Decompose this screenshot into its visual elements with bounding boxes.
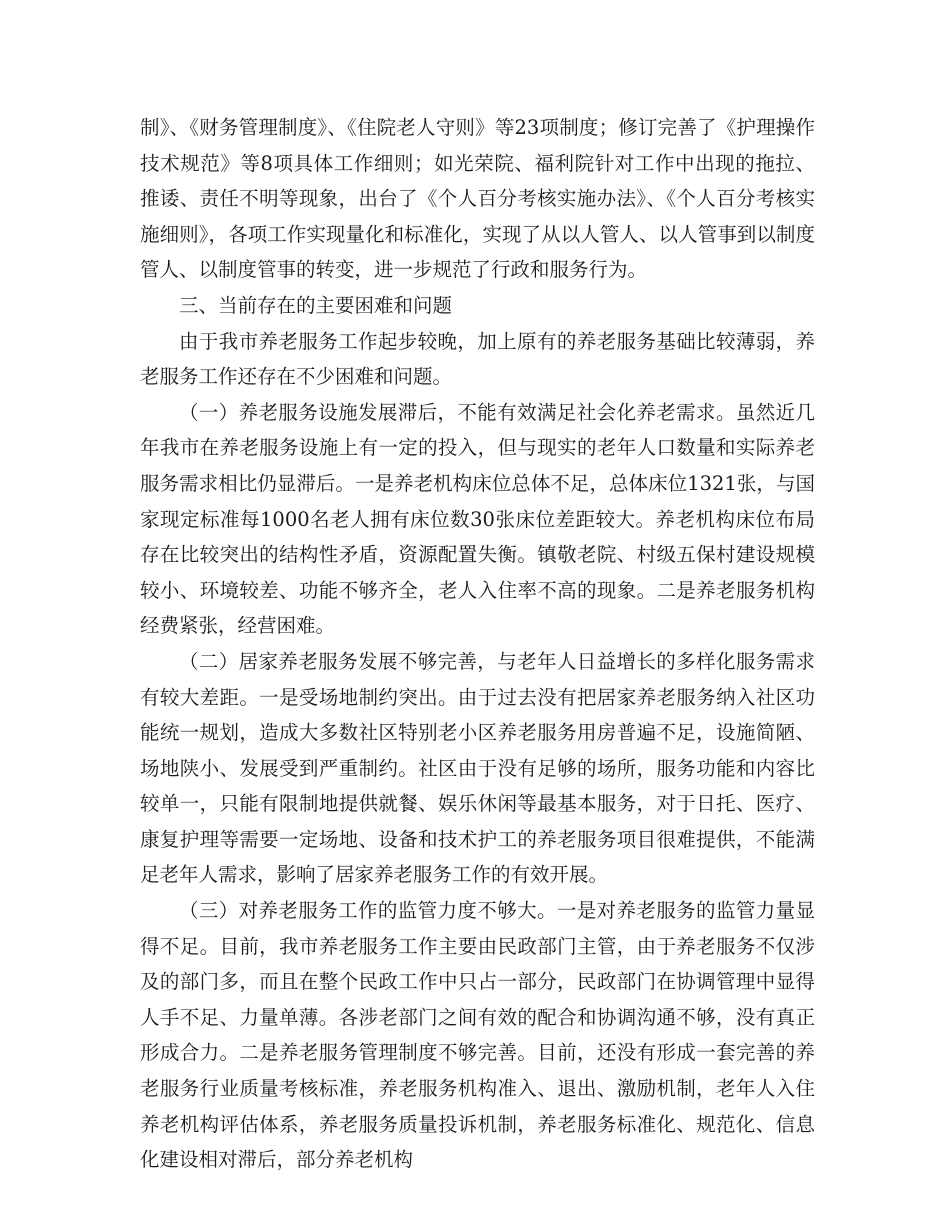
paragraph-item-2: （二）居家养老服务发展不够完善，与老年人日益增长的多样化服务需求有较大差距。一是受场地制约突出。由于过去没有把居家养老服务纳入社区功能统一规划，造成大多数社区特别老小区养老服务用房普遍不足，设施简陋、场地陕小、发展受到严重制约。社区由于没有足够的场所，服务功能和内容比较单一，只能有限制地提供就餐、娱乐休闲等最基本服务，对于日托、医疗、康复护理等需要一定场地、设备和技术护工的养老服务项目很难提供，不能满足老年人需求，影响了居家养老服务工作的有效开展。: [140, 649, 815, 887]
section-heading: 三、当前存在的主要困难和问题: [179, 293, 453, 317]
paragraph-continuation: 制》、《财务管理制度》、《住院老人守则》等23项制度；修订完善了《护理操作技术规范》等8项具体工作细则；如光荣院、福利院针对工作中出现的拖拉、推诿、责任不明等现象，出台了《个人百分考核实施办法》、《个人百分考核实施细则》，各项工作实现量化和标准化，实现了从以人管人、以人管事到以制度管人、以制度管事的转变，进一步规范了行政和服务行为。: [140, 116, 815, 282]
document-body: [140, 110, 815, 1178]
paragraph-item-1: （一）养老服务设施发展滞后，不能有效满足社会化养老需求。虽然近几年我市在养老服务设施上有一定的投入，但与现实的老年人口数量和实际养老服务需求相比仍显滞后。一是养老机构床位总体不足，总体床位1321张，与国家现定标准每1000名老人拥有床位数30张床位差距较大。养老机构床位布局存在比较突出的结构性矛盾，资源配置失衡。镇敬老院、村级五保村建设规模较小、环境较差、功能不够齐全，老人入住率不高的现象。二是养老服务机构经费紧张，经营困难。: [140, 400, 815, 638]
paragraph-item-3: （三）对养老服务工作的监管力度不够大。一是对养老服务的监管力量显得不足。目前，我市养老服务工作主要由民政部门主管，由于养老服务不仅涉及的部门多，而且在整个民政工作中只占一部分，民政部门在协调管理中显得人手不足、力量单薄。各涉老部门之间有效的配合和协调沟通不够，没有真正形成合力。二是养老服务管理制度不够完善。目前，还没有形成一套完善的养老服务行业质量考核标准，养老服务机构准入、退出、激励机制，老年人入住养老机构评估体系，养老服务质量投诉机制，养老服务标准化、规范化、信息化建设相对滞后，部分养老机构: [140, 899, 815, 1172]
paragraph-intro: 由于我市养老服务工作起步较晚，加上原有的养老服务基础比较薄弱，养老服务工作还存在不少困难和问题。: [140, 329, 815, 389]
